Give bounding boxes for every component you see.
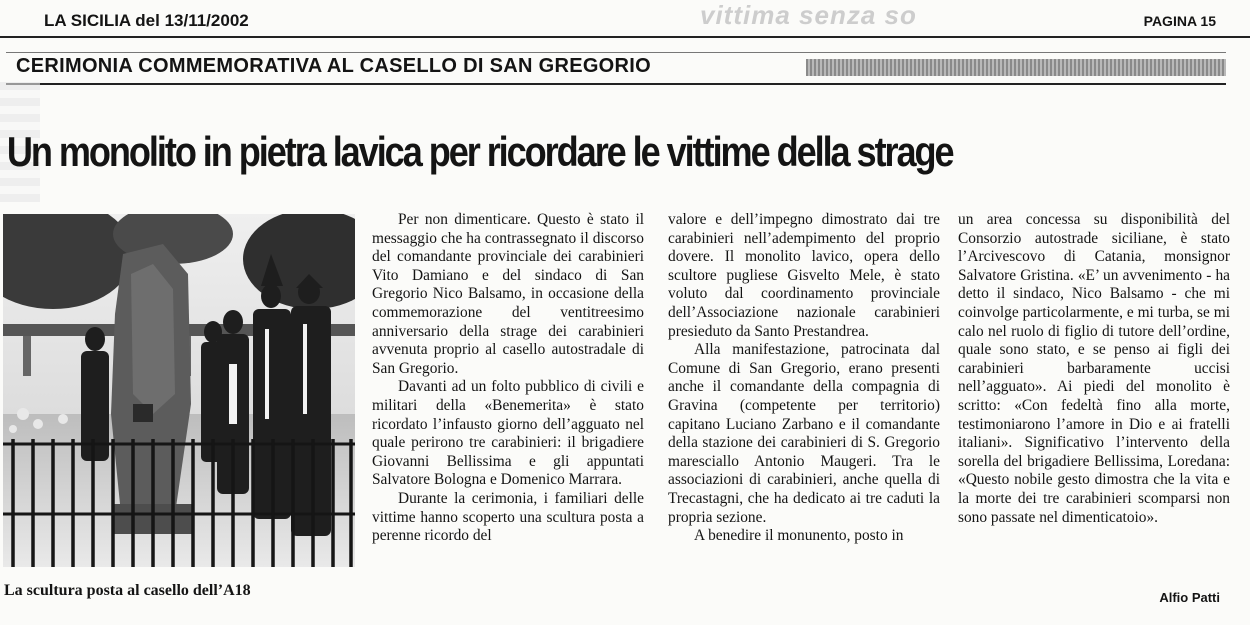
photo-caption: La scultura posta al casello dell’A18	[4, 582, 251, 599]
paragraph: valore e dell’impegno dimostrato dai tre carabinieri nell’adempimento del proprio dovere. Il monolito lavico, opera dello scultore pugliese Gisvelto Mele, è stato voluto dal coordinamento provinciale dell’Associazione nazionale carabinieri presieduto da Santo Prestandrea.	[668, 211, 940, 340]
article-column-1	[372, 211, 644, 546]
section-bar	[6, 52, 1226, 85]
paragraph: un area concessa su disponibilità del Consorzio autostrade siciliane, è stato l’Arcivescovo di Catania, monsignor Salvatore Gristina. «E’ un avvenimento - ha detto il sindaco, Nico Balsamo - che mi coinvolge particolarmente, e mi turba, se mi calo nel ruolo di figlio di tutore dell’ordine, quale sono stato, e se penso ai figli dei carabinieri barbaramente uccisi nell’agguato». Ai piedi del monolito è scritto: «Con fedeltà fino alla morte, testimoniarono l’amore in Dio e ai fratelli italiani». Significativo l’intervento della sorella del brigadiere Bellissima, Loredana: «Questo nobile gesto dimostra che la vita e la morte dei tre carabinieri scomparsi non sono passate nel dimenticatoio».	[958, 211, 1230, 526]
section-title: CERIMONIA COMMEMORATIVA AL CASELLO DI SAN GREGORIO	[16, 55, 651, 77]
header-rule	[0, 36, 1250, 38]
section-stripe	[806, 59, 1226, 76]
photo-monument-ceremony-icon	[3, 214, 355, 567]
article-column-2	[668, 211, 940, 546]
author-byline: Alfio Patti	[1159, 590, 1220, 605]
paragraph: A benedire il monunento, posto in	[694, 527, 904, 545]
page-number: PAGINA 15	[1143, 13, 1216, 29]
article-column-3	[958, 211, 1230, 527]
headline: Un monolito in pietra lavica per ricordare le vittime della strage	[6, 128, 953, 175]
news-photo	[3, 214, 355, 567]
bleed-through-text-faint: vittima senza so	[700, 0, 917, 30]
paragraph: Davanti ad un folto pubblico di civili e militari della «Benemerita» è stato ricordato l’infausto giorno dell’agguato nel quale perirono tre carabinieri: il brigadiere Giovanni Bellissima e gli appuntati Salvatore Bologna e Domenico Marrara.	[372, 378, 644, 489]
bleed-through-text	[560, 0, 700, 26]
masthead: LA SICILIA del 13/11/2002	[44, 11, 249, 30]
paragraph: Per non dimenticare. Questo è stato il messaggio che ha contrassegnato il discorso del comandante provinciale dei carabinieri Vito Damiano e del sindaco di San Gregorio Nico Balsamo, in occasione della commemorazione del ventitreesimo anniversario della strage dei carabinieri avvenuta proprio al casello autostradale di San Gregorio.	[372, 211, 644, 377]
paragraph: Alla manifestazione, patrocinata dal Comune di San Gregorio, erano presenti anche il comandante della compagnia di Gravina (competente per territorio) capitano Luciano Zarbano e il comandante della stazione dei carabinieri di S. Gregorio maresciallo Antonio Maugeri. Tra le associazioni di carabinieri, anche quella di Trecastagni, che ha dedicato ai tre caduti la propria sezione.	[668, 341, 940, 526]
paragraph: Durante la cerimonia, i familiari delle vittime hanno scoperto una scultura posta a perenne ricordo del	[372, 489, 644, 545]
